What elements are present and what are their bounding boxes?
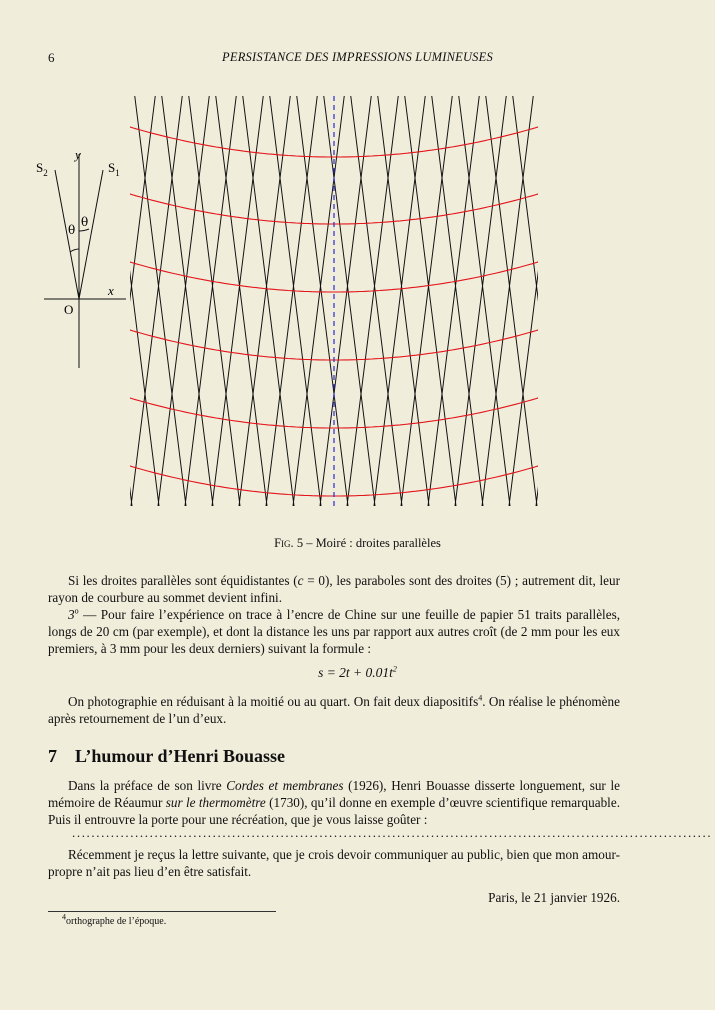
line-family-s1 (482, 96, 533, 506)
theta-right: θ (81, 215, 89, 229)
line-family-s2 (486, 96, 537, 506)
line-family-s2 (540, 96, 591, 506)
line-family-s2 (189, 96, 240, 506)
line-family-s2 (162, 96, 213, 506)
line-family-s2 (405, 96, 456, 506)
line-family-s1 (563, 96, 614, 506)
line-family-s1 (266, 96, 317, 506)
footnote-rule (48, 911, 276, 912)
line-family-s1 (0, 96, 47, 506)
line-family-s1 (77, 96, 128, 506)
s2-ray (55, 170, 79, 299)
line-family-s1 (455, 96, 506, 506)
line-family-s2 (270, 96, 321, 506)
line-family-s2 (81, 96, 132, 506)
line-family-s1 (401, 96, 452, 506)
line-family-s1 (104, 96, 155, 506)
line-family-s2 (135, 96, 186, 506)
paragraph-letter: Récemment je reçus la lettre suivante, que je crois devoir communiquer au public, bien que mon amour-propre n’ait pas lieu d’en être satisfait. (48, 847, 620, 879)
line-family-s1 (0, 96, 20, 506)
line-family-s2 (0, 96, 24, 506)
line-family-s2 (351, 96, 402, 506)
line-family-s2 (108, 96, 159, 506)
line-family-s1 (590, 96, 641, 506)
line-family-s2 (243, 96, 294, 506)
line-family-s2 (216, 96, 267, 506)
page-number: 6 (48, 50, 55, 65)
line-family-s2 (27, 96, 78, 506)
line-family-s1 (23, 96, 74, 506)
paragraph-equidistant: Si les droites parallèles sont équidistantes (c = 0), les paraboles sont des droites (5) ; autrement dit, leur rayon de courbure au sommet devient infini. (48, 573, 620, 605)
paragraph-experiment: 3$^o$ — Pour faire l’expérience on trace à l’encre de Chine sur une feuille de papier 51 traits parallèles, longs de 20 cm (par exemple), et dont la distance les uns par rapport aux autres croît (de 2 mm pour les eux premiers, à 3 mm pour les deux derniers) suivant la formule : (48, 606, 620, 656)
line-family-s1 (347, 96, 398, 506)
line-family-s1 (239, 96, 290, 506)
line-family-s1 (374, 96, 425, 506)
s1-ray (79, 170, 103, 299)
moire-figure (28, 92, 548, 512)
line-family-s1 (671, 96, 715, 506)
theta-left: θ (68, 223, 76, 237)
line-family-s2 (459, 96, 510, 506)
line-family-s1 (158, 96, 209, 506)
footnote: $^4$orthographe de l’époque. (62, 912, 167, 927)
line-family-s1 (131, 96, 182, 506)
section-heading: 7 L’humour d’Henri Bouasse (48, 746, 286, 766)
label-s1: $S_1$ (108, 160, 120, 178)
figure-caption: Fig. 5 – Moiré : droites parallèles (274, 536, 441, 550)
line-family-s1 (212, 96, 263, 506)
line-family-s2 (513, 96, 564, 506)
label-o: O (64, 302, 74, 317)
line-family-s2 (0, 96, 51, 506)
letter-signoff: Paris, le 21 janvier 1926. (488, 890, 620, 905)
theta-arc-left (70, 249, 79, 252)
ellipsis-line: .................................................................................................................................... (72, 825, 713, 840)
line-family-s1 (509, 96, 560, 506)
label-y: y (75, 147, 81, 162)
paragraph-preface: Dans la préface de son livre Cordes et membranes (1926), Henri Bouasse disserte longuement, sur le mémoire de Réaumur sur le thermomètre (1730), qu’il donne en exemple d’œuvre scientifique remarquable. Puis il entrouvre la porte pour une récréation, que je vous laisse goûter : (48, 778, 620, 827)
line-family-s2 (432, 96, 483, 506)
line-family-s2 (648, 96, 699, 506)
line-family-s2 (621, 96, 672, 506)
label-s2: $S_2$ (36, 160, 48, 178)
line-family-s1 (185, 96, 236, 506)
formula: $s = 2t + 0.01t^2$ (318, 664, 397, 680)
paragraph-photograph: On photographie en réduisant à la moitié ou au quart. On fait deux diapositifs$^4$. On réalise le phénomène après retournement de l’un d’eux. (48, 693, 620, 726)
line-family-s1 (536, 96, 587, 506)
line-family-s1 (428, 96, 479, 506)
line-family-s2 (378, 96, 429, 506)
line-family-s2 (594, 96, 645, 506)
line-family-s2 (567, 96, 618, 506)
axis-diagram (36, 147, 126, 368)
line-family-s1 (644, 96, 695, 506)
running-head: PERSISTANCE DES IMPRESSIONS LUMINEUSES (222, 50, 493, 64)
line-family-s1 (617, 96, 668, 506)
line-family-s1 (698, 96, 715, 506)
label-x: x (108, 283, 114, 298)
theta-arc-right (79, 229, 89, 231)
